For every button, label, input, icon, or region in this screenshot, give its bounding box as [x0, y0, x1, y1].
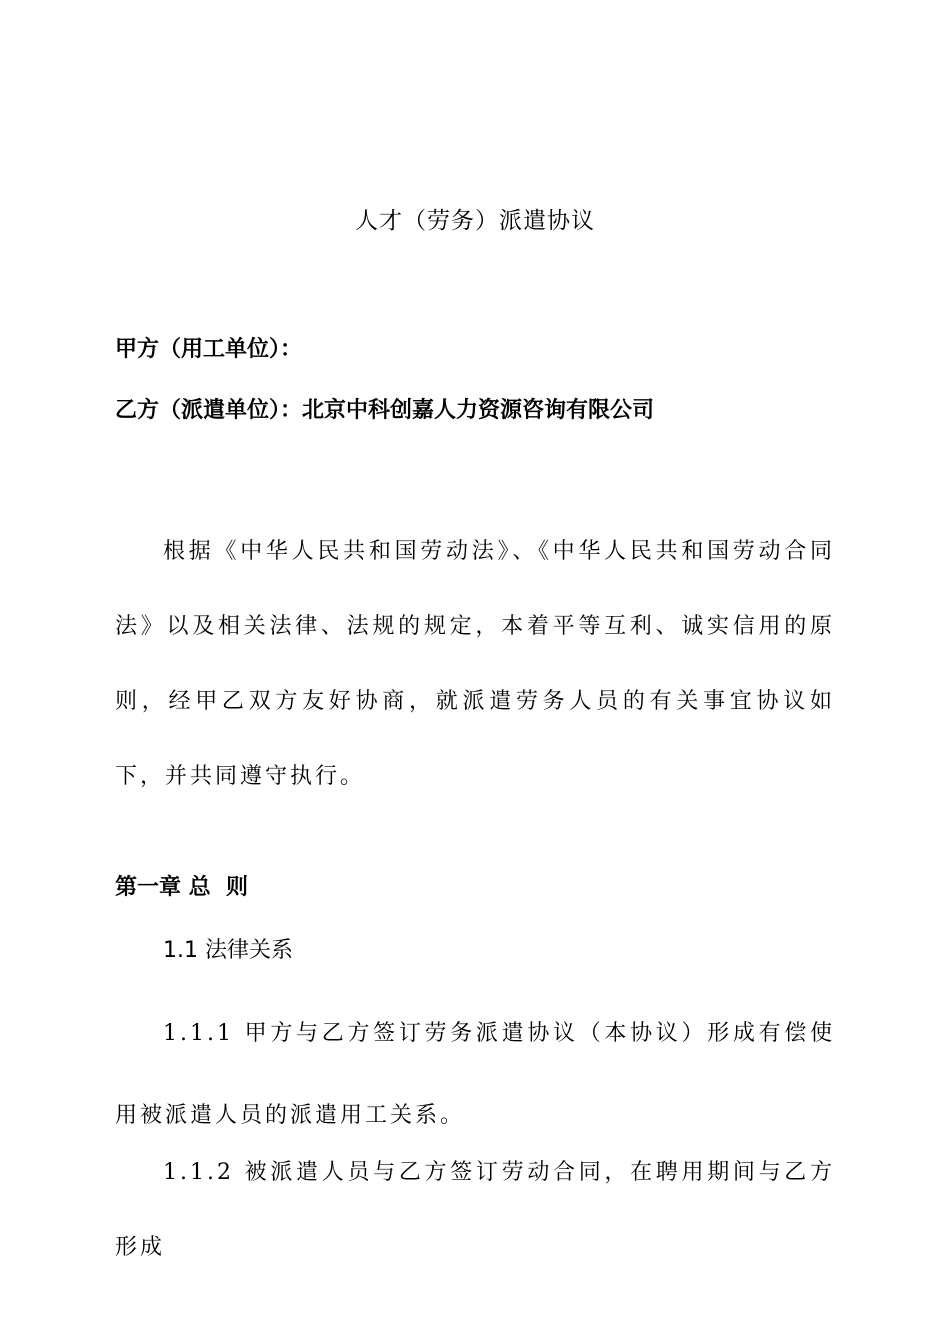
party-b-line: 乙方（派遣单位）：北京中科创嘉人力资源咨询有限公司	[115, 398, 655, 423]
clause-1-1-2: 1.1.2 被派遣人员与乙方签订劳动合同，在聘用期间与乙方形成	[115, 1160, 835, 1260]
document-title: 人才（劳务）派遣协议	[355, 208, 595, 234]
chapter-heading: 第一章 总 则	[115, 875, 248, 900]
party-a-line: 甲方（用工单位）：	[115, 337, 303, 362]
section-heading: 1.1 法律关系	[163, 938, 293, 963]
intro-paragraph: 根据《中华人民共和国劳动法》、《中华人民共和国劳动合同法》以及相关法律、法规的规定，本着平等互利、诚实信用的原则，经甲乙双方友好协商，就派遣劳务人员的有关事宜协议如下，并共同遵守执行。	[115, 539, 835, 789]
clause-1-1-1: 1.1.1 甲方与乙方签订劳务派遣协议（本协议）形成有偿使用被派遣人员的派遣用工关系。	[115, 1021, 835, 1128]
